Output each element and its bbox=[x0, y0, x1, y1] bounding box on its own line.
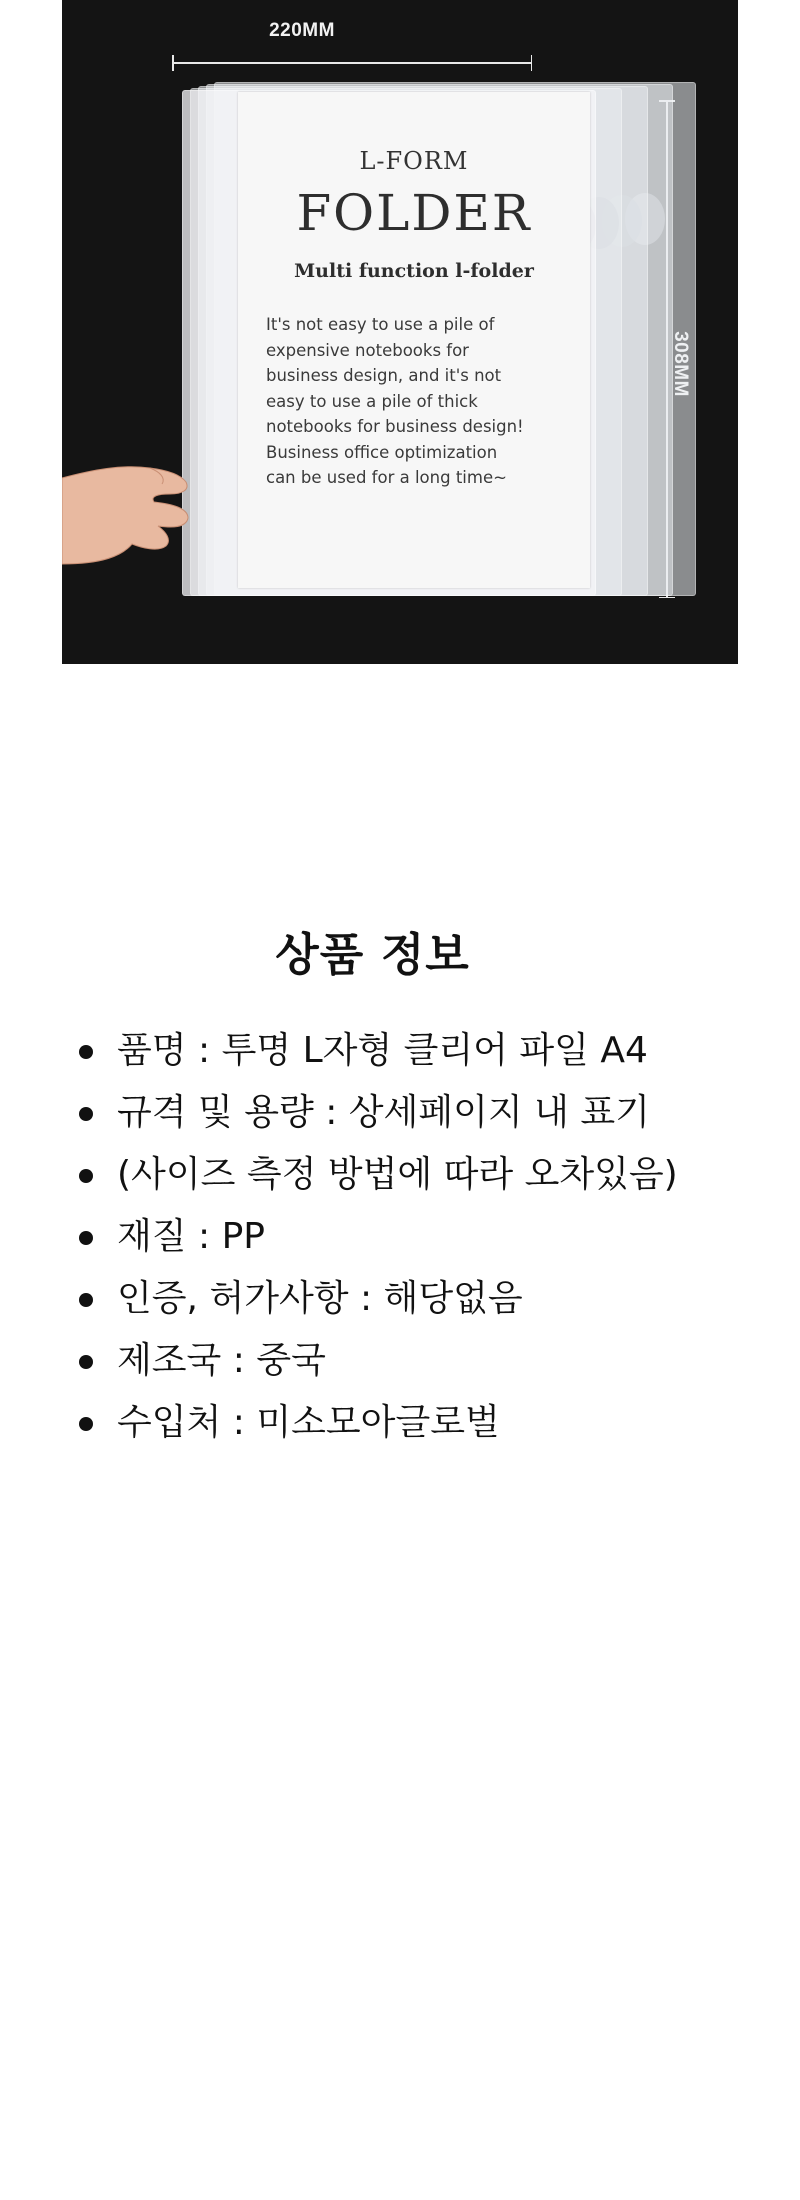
width-dimension-line bbox=[172, 55, 532, 71]
folder-insert-paper bbox=[238, 92, 590, 588]
info-item-text: 재질 : PP bbox=[117, 1216, 265, 1257]
list-item bbox=[75, 1268, 678, 1330]
product-photo bbox=[62, 0, 738, 664]
bullet-icon bbox=[79, 1417, 93, 1431]
product-info-list bbox=[75, 1020, 678, 1454]
list-item bbox=[75, 1206, 678, 1268]
list-item bbox=[75, 1020, 678, 1082]
folder-description: It's not easy to use a pile of expensive notebooks for business design, and it's not easy to use a pile of thick notebooks for business design! Business office optimization can be used for a long time~ bbox=[266, 315, 524, 487]
info-item-text: 규격 및 용량 : 상세페이지 내 표기 bbox=[117, 1092, 650, 1133]
bullet-icon bbox=[79, 1107, 93, 1121]
list-item bbox=[75, 1330, 678, 1392]
list-item bbox=[75, 1082, 678, 1144]
bullet-icon bbox=[79, 1231, 93, 1245]
bullet-icon bbox=[79, 1169, 93, 1183]
list-item bbox=[75, 1144, 678, 1206]
list-item bbox=[75, 1392, 678, 1454]
info-item-text: 인증, 허가사항 : 해당없음 bbox=[117, 1278, 523, 1319]
bullet-icon bbox=[79, 1293, 93, 1307]
folder-title: FOLDER bbox=[296, 184, 532, 242]
hand-illustration bbox=[62, 460, 192, 570]
info-item-text: 품명 : 투명 L자형 클리어 파일 A4 bbox=[117, 1030, 648, 1071]
info-item-text: (사이즈 측정 방법에 따라 오차있음) bbox=[117, 1154, 678, 1195]
folder-subtitle: Multi function l-folder bbox=[294, 260, 534, 282]
width-dimension-label: 220MM bbox=[269, 20, 335, 41]
folder-heading: L-FORM bbox=[359, 147, 469, 175]
info-item-text: 제조국 : 중국 bbox=[117, 1340, 326, 1381]
bullet-icon bbox=[79, 1355, 93, 1369]
bullet-icon bbox=[79, 1045, 93, 1059]
product-info-title: 상품 정보 bbox=[275, 928, 470, 981]
info-item-text: 수입처 : 미소모아글로벌 bbox=[117, 1402, 500, 1443]
